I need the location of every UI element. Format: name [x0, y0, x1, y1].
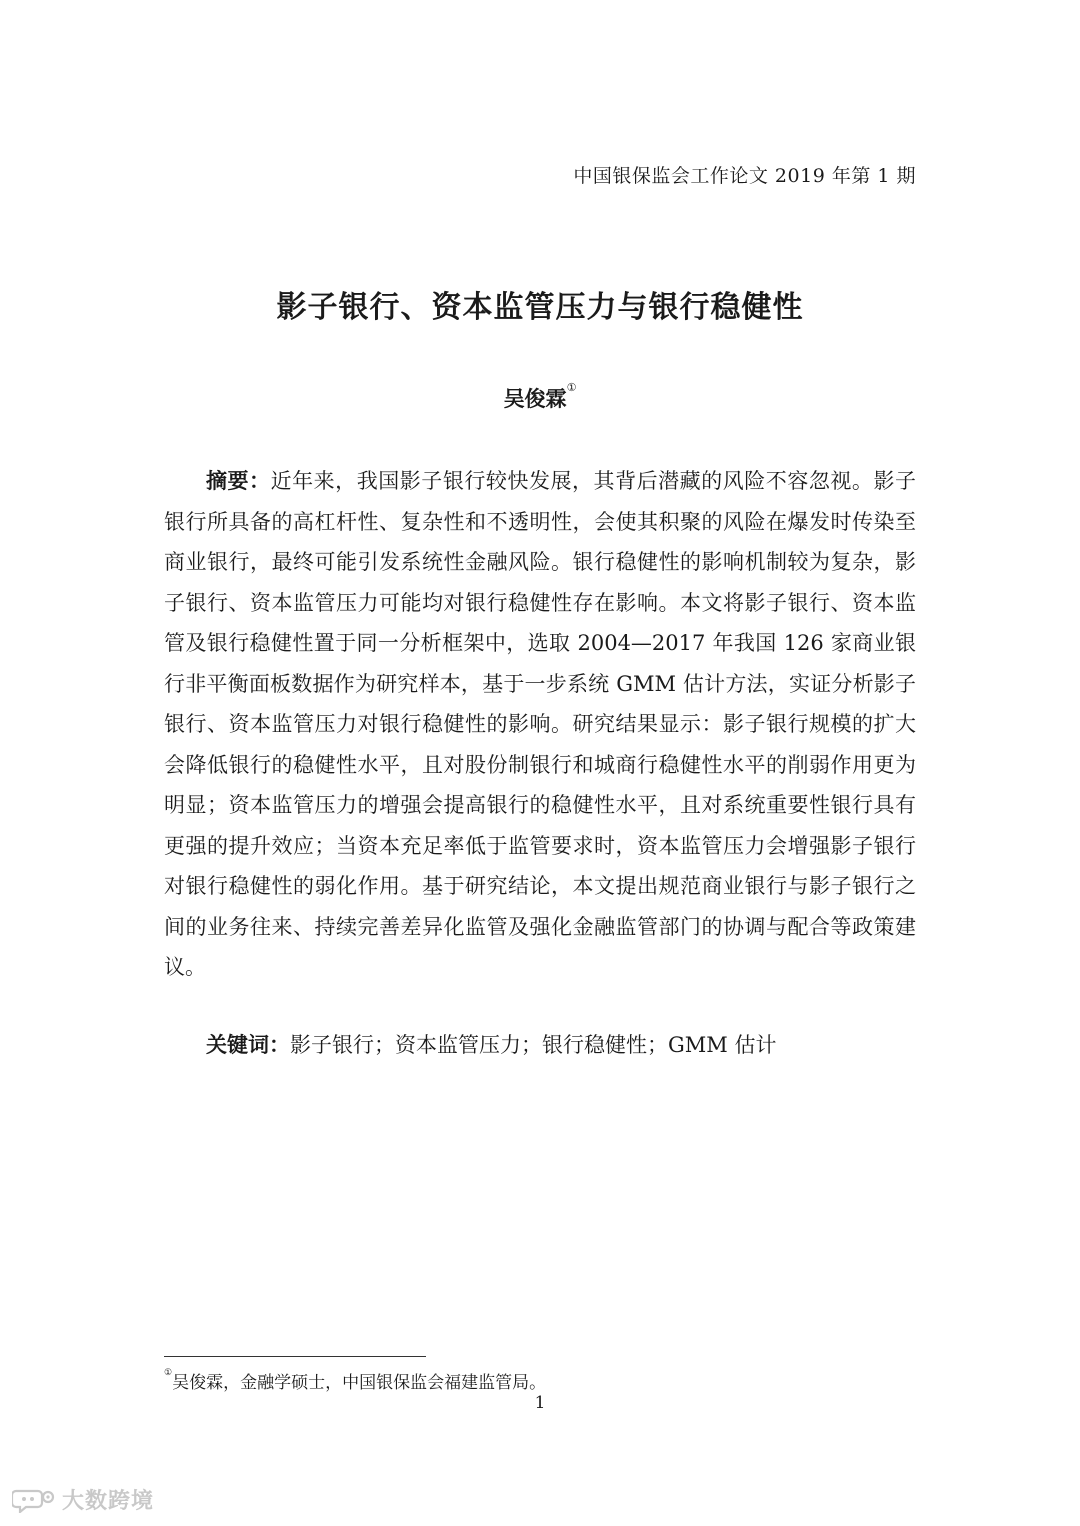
- author-footnote-mark: ①: [566, 381, 577, 394]
- abstract-paragraph: [164, 461, 916, 988]
- abstract-label: 摘要：: [206, 469, 271, 493]
- watermark-text: 大数跨境: [62, 1489, 155, 1514]
- footnote: [164, 1368, 546, 1393]
- keywords-line: [206, 1029, 776, 1059]
- keywords-text: 影子银行；资本监管压力；银行稳健性；GMM 估计: [290, 1033, 777, 1057]
- chat-bubble-logo-icon: [12, 1487, 56, 1513]
- abstract-text: 近年来，我国影子银行较快发展，其背后潜藏的风险不容忽视。影子银行所具备的高杠杆性、复杂性和不透明性，会使其积聚的风险在爆发时传染至商业银行，最终可能引发系统性金融风险。银行稳健性的影响机制较为复杂，影子银行、资本监管压力可能均对银行稳健性存在影响。本文将影子银行、资本监管及银行稳健性置于同一分析框架中，选取 2004—2017 年我国 126 家商业银行非平衡面板数据作为研究样本，基于一步系统 GMM 估计方法，实证分析影子银行、资本监管压力对银行稳健性的影响。研究结果显示：影子银行规模的扩大会降低银行的稳健性水平，且对股份制银行和城商行稳健性水平的削弱作用更为明显；资本监管压力的增强会提高银行的稳健性水平，且对系统重要性银行具有更强的提升效应；当资本充足率低于监管要求时，资本监管压力会增强影子银行对银行稳健性的弱化作用。基于研究结论，本文提出规范商业银行与影子银行之间的业务往来、持续完善差异化监管及强化金融监管部门的协调与配合等政策建议。: [164, 469, 916, 979]
- footnote-divider: [164, 1356, 426, 1357]
- page-number: 1: [534, 1393, 546, 1413]
- watermark: [12, 1484, 154, 1515]
- author-name: 吴俊霖: [503, 387, 567, 411]
- keywords-label: 关键词：: [206, 1033, 290, 1057]
- author-line: [0, 383, 1080, 413]
- footnote-text: 吴俊霖，金融学硕士，中国银保监会福建监管局。: [172, 1373, 547, 1393]
- journal-header: 中国银保监会工作论文 2019 年第 1 期: [573, 165, 916, 187]
- footnote-mark: ①: [164, 1368, 173, 1378]
- paper-title: 影子银行、资本监管压力与银行稳健性: [276, 290, 804, 325]
